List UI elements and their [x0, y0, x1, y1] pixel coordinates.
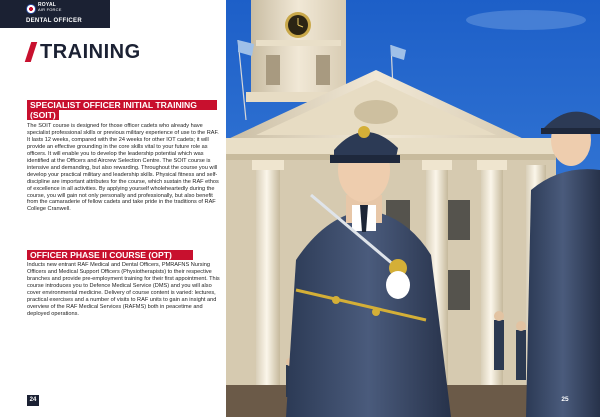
raf-roundel-icon	[26, 4, 36, 14]
page-title: TRAINING	[40, 41, 141, 63]
opt-heading: OFFICER PHASE II COURSE (OPT)	[27, 250, 193, 260]
parade-photo-illustration	[226, 0, 600, 417]
page-number-right: 25	[561, 396, 569, 403]
opt-body-text: Inducts new entrant RAF Medical and Dental Officers, PMRAFNS Nursing Officers and Medical Support Officers (Physiotherapists) to their respective branches and provide pre-employment training for their first appointment. This course introduces you to Defence Medical Service (DMS) and you will also cover environmental medicine. Delivery of course content is varied: lectures, practical exercises and a number of visits to RAF units to gain an insight and overview of the RAF Medical Services (RAFMS) both in peacetime and deployed operations.	[27, 262, 220, 317]
page-number-left: 24	[27, 395, 39, 406]
left-page	[0, 0, 226, 417]
soit-heading-line2: (SOIT)	[27, 110, 59, 120]
parade-photo	[226, 0, 600, 417]
raf-brand-header	[0, 0, 110, 28]
brand-line-air-force: AIR FORCE	[38, 7, 62, 12]
brand-section-label: DENTAL OFFICER	[26, 18, 82, 24]
brand-line-royal: ROYAL	[38, 2, 57, 8]
soit-body-text: The SOIT course is designed for those officer cadets who already have specialist professional skills or previous military experience of use to the RAF. It lasts 12 weeks, compared with the 24 weeks for other IOT cadets; it will provide an effective grounding in the core skills vital to your future role as officers. It will enable you to develop the leadership potential which was identified at the Officers and Aircrew Selection Centre. The SOIT course is intensive and demanding, but also rewarding. Throughout the course you will develop your practical military and leadership skills. Physical fitness and self-discipline are important attributes for the course, which sustain the RAF ethos of excellence in all activities. By applying yourself wholeheartedly during the course, you will gain not only personally and professionally, but also benefit from the camaraderie of fellow cadets and take pride in the traditions of RAF College Cranwell.	[27, 123, 219, 213]
soit-heading-line1: SPECIALIST OFFICER INITIAL TRAINING	[27, 100, 217, 110]
title-slash-icon	[25, 42, 37, 62]
